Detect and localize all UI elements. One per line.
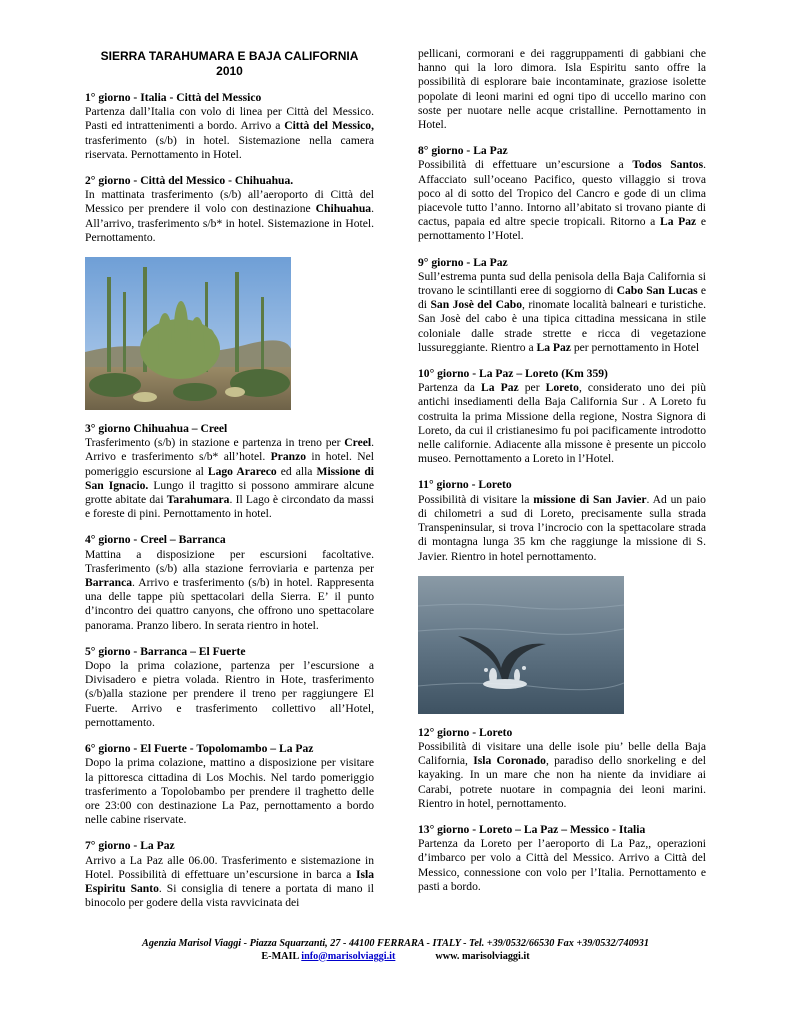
day-title	[418, 726, 706, 740]
email-label: E-MAIL	[261, 950, 302, 962]
text-segment: e pernottamento l’Hotel.	[418, 215, 707, 243]
day-title-text: 3° giorno Chihuahua – Creel	[85, 422, 228, 436]
highlighted-place: Tarahumara	[166, 493, 230, 507]
cactus-desert-photo	[85, 257, 291, 410]
day-title-suffix: .	[290, 174, 294, 188]
highlighted-place: Lago Arareco	[207, 464, 277, 478]
highlighted-place: La Paz	[536, 340, 571, 354]
highlighted-place: Chihuahua	[315, 202, 372, 216]
text-segment: Possibilità di visitare la	[418, 492, 534, 506]
page-footer	[0, 938, 791, 963]
highlighted-place: missione di San Javier	[533, 492, 647, 506]
day-title-text: 12° giorno - Loreto	[418, 725, 513, 739]
highlighted-place: Città del Messico,	[284, 119, 375, 133]
text-segment: . Il Lago è circondato da massi e foreste di pini. Pernottamento in hotel.	[85, 493, 374, 521]
text-segment: Possibilità di effettuare un’escursione a	[418, 158, 633, 172]
highlighted-place: La Paz	[659, 215, 697, 229]
day-title	[418, 144, 706, 158]
day-text	[418, 158, 706, 243]
text-segment: In mattinata trasferimento (s/b) all’aeroporto di Città del Messico per prendere il volo con destinazione	[85, 188, 374, 216]
text-segment: . Arrivo e trasferimento (s/b) in hotel. Rappresenta una delle tappe più spettacolari della Sierra. E’ il punto d’incontro dei quattro canyons, che offrono uno spettacolare panorama. Pranzo libero. In serata rientro in hotel.	[85, 576, 374, 632]
day-title	[85, 91, 374, 105]
day-1	[85, 91, 374, 162]
highlighted-place: Loreto	[545, 381, 579, 395]
day-7-continued	[418, 47, 706, 132]
day-4	[85, 533, 374, 632]
text-segment: Partenza da Loreto per l’aeroporto di La Paz,, operazioni d’imbarco per volo a Città del Messico. Arrivo a Città del Messico, connessione con volo per l’Italia. Pernottamento e pasti a bordo.	[418, 837, 706, 893]
text-segment: Arrivo a La Paz alle 06.00. Trasferimento e sistemazione in Hotel. Possibilità di effettuare un’escursione in barca a	[85, 853, 374, 881]
day-title-text: 2° giorno - Città del Messico - Chihuahua	[85, 174, 291, 188]
day-title-text: 10° giorno - La Paz – Loreto (Km 359)	[418, 367, 608, 381]
day-title	[418, 823, 706, 837]
highlighted-place: San Josè del Cabo	[430, 298, 522, 312]
cactus-desert-image	[85, 257, 291, 410]
day-title-text: 1° giorno - Italia - Città del Messico	[85, 91, 262, 104]
day-title	[85, 533, 374, 547]
day-title-text: 6° giorno - El Fuerte - Topolomambo – La Paz	[85, 742, 314, 756]
highlighted-place: Isla Espiritu Santo	[85, 867, 374, 895]
text-segment: . All’arrivo, trasferimento s/b* in hotel. Sistemazione in Hotel. Pernottamento.	[85, 202, 374, 244]
text-segment: e di	[418, 284, 706, 312]
website-text: www. marisolviaggi.it	[435, 950, 530, 962]
text-segment: . Arrivo e trasferimento s/b* all’hotel.	[85, 436, 374, 464]
highlighted-place: La Paz	[481, 381, 519, 395]
text-segment: per pernottamento in Hotel	[570, 340, 700, 354]
text-segment: . Ad un paio di chilometri a sud di Loreto, precisamente sulla strada Transpeninsular, si trova l’incrocio con la spettacolare strada di montagna lunga 35 km che raggiunge la missione di S. Javier. Rientro in hotel pernottamento.	[418, 492, 706, 563]
day-title	[85, 742, 374, 756]
day-title-text: 9° giorno - La Paz	[418, 255, 508, 269]
day-title	[85, 645, 374, 659]
text-segment: . Si consiglia di tenere a portata di mano il binocolo per godere della vista ravvicinata dei	[85, 881, 374, 910]
highlighted-place: Todos Santos	[632, 158, 704, 172]
day-7	[85, 839, 374, 910]
day-10	[418, 367, 706, 466]
day-title	[418, 478, 706, 492]
day-text	[85, 105, 374, 162]
text-segment: trasferimento (s/b) in hotel. Sistemazione nella camera riservata. Pernottamento in Hotel.	[85, 133, 374, 161]
day-title-text: 13° giorno - Loreto – La Paz – Messico - Italia	[418, 822, 646, 836]
day-8	[418, 144, 706, 243]
text-segment: Dopo la prima colazione, mattino a disposizione per visitare la pittoresca cittadina di Los Mochis. Nel tardo pomeriggio trasferimento a Topolobambo per prendere il traghetto delle ore 23:00 con destinazione La Paz, pernottamento a bordo nelle cabine riservate.	[85, 756, 374, 827]
document-title	[85, 49, 374, 79]
day-text	[85, 854, 374, 911]
day-text	[85, 188, 374, 245]
day-title	[85, 422, 374, 436]
text-segment: , considerato uno dei più antichi insediamenti della Baja California Sur . A Loreto fu costruita la prima Missione della regione, Nostra Signora di Loreto, da cui il cristianesimo fu poi pacificamente introdotto nelle californie. Adiacente alla missone è presente un piccolo museo. Pernottamento a Loreto in l’Hotel.	[418, 381, 706, 466]
day-title-text: 5° giorno - Barranca – El Fuerte	[85, 644, 246, 658]
highlighted-place: Barranca	[85, 576, 133, 590]
day-text	[85, 548, 374, 633]
day-text	[418, 270, 706, 355]
day-title-text: 8° giorno - La Paz	[418, 144, 508, 158]
day-title	[418, 256, 706, 270]
contact-line	[0, 951, 791, 964]
text-segment: Trasferimento (s/b) in stazione e partenza in treno per	[85, 436, 345, 450]
text-segment: Lungo il tragitto si possono ammirare alcune grotte abitate dai	[85, 478, 374, 507]
day-title	[85, 839, 374, 853]
highlighted-place: Isla Coronado	[473, 754, 546, 768]
day-12	[418, 726, 706, 811]
text-segment: Mattina a disposizione per escursioni facoltative. Trasferimento (s/b) alla stazione ferroviaria e partenza per	[85, 547, 374, 575]
day-5	[85, 645, 374, 730]
day-title-text: 4° giorno - Creel – Barranca	[85, 533, 226, 547]
day-11	[418, 478, 706, 563]
day-text	[418, 493, 706, 564]
text-segment: in hotel. Nel pomeriggio escursione al	[85, 450, 374, 478]
right-column	[418, 47, 706, 906]
day-7-continued-text: pellicani, cormorani e dei raggruppamenti di gabbiani che hanno qui la loro dimora. Isla Espiritu santo offre la possibilità di esplorare baie incontaminate, graziose isolette popolate di leoni marini ed ogni tipo di uccello marino con soste per nuotare nelle acque cristalline. Pernottamento in Hotel.	[418, 47, 706, 132]
highlighted-place: Pranzo	[270, 450, 307, 464]
text-segment: Partenza dall’Italia con volo di linea per Città del Messico. Pasti ed intrattenimenti a bordo. Arrivo a	[85, 105, 374, 133]
day-text	[418, 381, 706, 466]
day-text	[85, 756, 374, 827]
day-text	[418, 740, 706, 811]
text-segment: per	[518, 381, 546, 395]
day-6	[85, 742, 374, 827]
text-segment: , rinomate località balneari e turistiche. San Josè del cabo è una tipica cittadina messicana in stile coloniale dalle strade strette e ricca di vegetazione lussureggiante. Rientro a	[418, 298, 706, 354]
highlighted-place: Cabo San Lucas	[616, 284, 698, 298]
highlighted-place: Creel	[344, 436, 372, 450]
text-segment: Sull’estrema punta sud della penisola della Baja California si trovano le scintillanti eree di soggiorno di	[418, 269, 706, 298]
title-line-2: 2010	[216, 64, 243, 78]
text-segment: , paradiso dello snorkeling e del kayaking. In un mare che non ha niente da invidiare ai Carabi, potrete nuotare in compagnia dei leoni marini. Rientro in hotel, pernottamento.	[418, 754, 706, 810]
whale-tail-image	[418, 576, 624, 714]
whale-tail-photo	[418, 576, 624, 714]
agency-address: Agenzia Marisol Viaggi - Piazza Squarzanti, 27 - 44100 FERRARA - ITALY - Tel. +39/0532/66530 Fax +39/0532/740931	[142, 938, 649, 949]
day-3	[85, 422, 374, 521]
day-text	[85, 436, 374, 521]
day-13	[418, 823, 706, 894]
day-text	[85, 659, 374, 730]
day-title-text: 11° giorno - Loreto	[418, 478, 512, 492]
day-title	[418, 367, 706, 381]
text-segment: . Affacciato sull’oceano Pacifico, questo villaggio si trova poco al di sotto del Tropico del Cancro e gode di un clima piacevole tutto l’anno. Intorno all’abitato si trovano piante di cactus, papaia ed altre specie tropicali. Ritorno a	[418, 158, 707, 229]
title-line-1: SIERRA TARAHUMARA E BAJA CALIFORNIA	[100, 49, 359, 63]
text-segment: ed alla	[276, 464, 317, 478]
text-segment: Partenza da	[418, 381, 482, 395]
day-title-text: 7° giorno - La Paz	[85, 839, 175, 853]
text-segment: Dopo la prima colazione, partenza per l’escursione a Divisadero e pietra volada. Rientro in Hote, trasferimento (s/b)alla stazione per prendere il treno per raggiungere El Fuerte. Arrivo e trasferimento collettivo all’Hotel, pernottamento.	[85, 659, 374, 729]
text-segment: Possibilità di visitare una delle isole piu’ belle della Baja California,	[418, 739, 706, 768]
day-text	[418, 837, 706, 894]
day-9	[418, 256, 706, 355]
left-column	[85, 44, 374, 922]
highlighted-place: Missione di San Ignacio.	[85, 464, 374, 492]
day-2	[85, 174, 374, 245]
email-link[interactable]: info@marisolviaggi.it	[301, 950, 396, 962]
day-title	[85, 174, 374, 188]
